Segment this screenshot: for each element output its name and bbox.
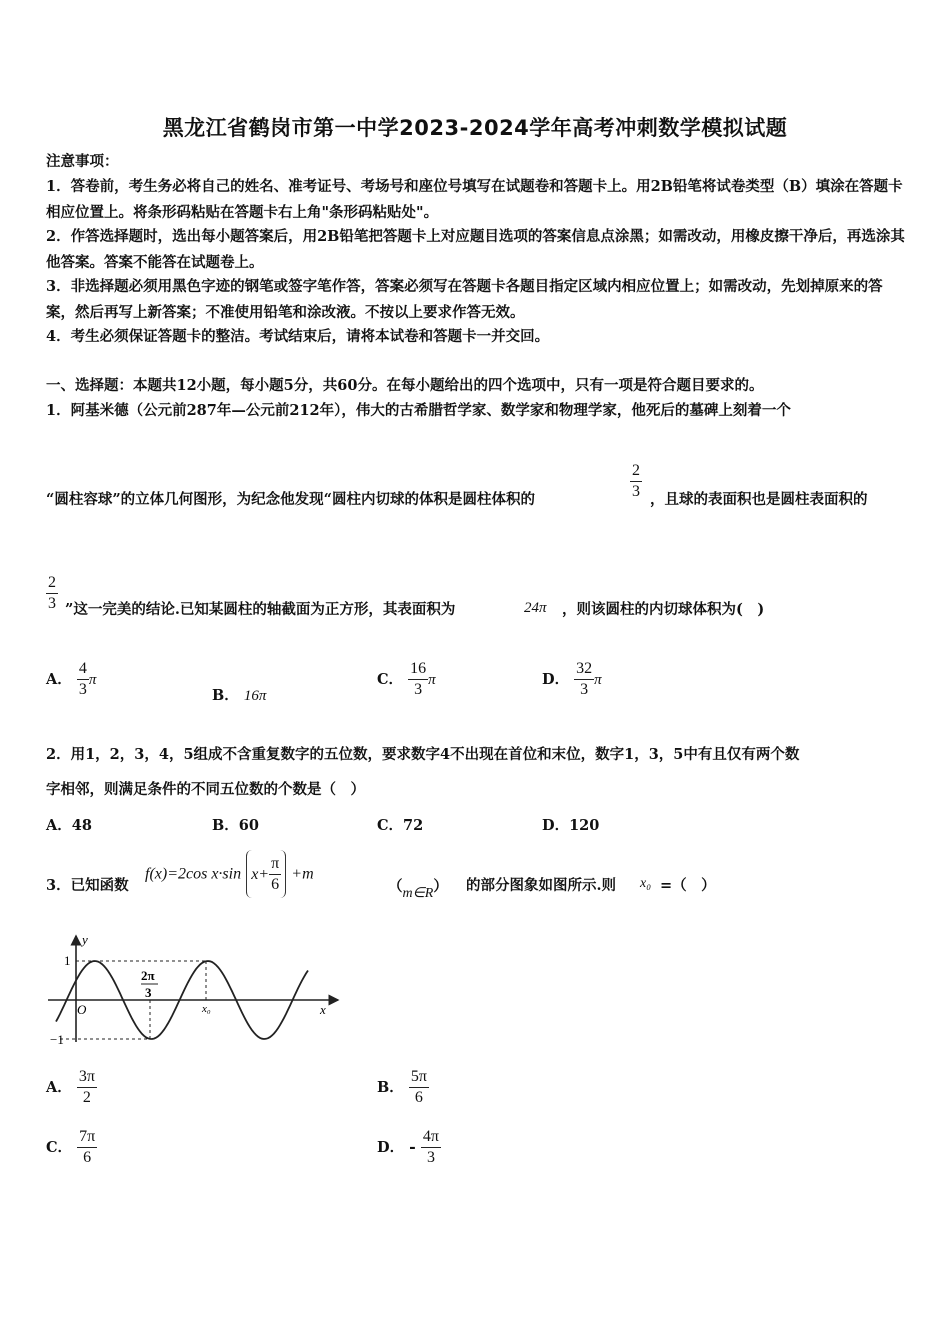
q3-sine-graph <box>46 930 346 1050</box>
notice-item-2: 2．作答选择题时，选出每小题答案后，用2B铅笔把答题卡上对应题目选项的答案信息点涂黑；如需改动，用橡皮擦干净后，再选涂其他答案。答案不能答在试题卷上。 <box>46 228 905 271</box>
q2-line1: 2．用1，2，3，4，5组成不含重复数字的五位数，要求数字4不出现在首位和末位，数字1，3，5中有且仅有两个数 <box>46 746 800 763</box>
q1-area: 24π <box>524 600 547 616</box>
tick-neg-one: −1 <box>50 1032 64 1047</box>
notice-heading: 注意事项： <box>46 153 119 170</box>
q3-condition: （m∈R） <box>388 878 448 901</box>
q1-fraction-two-thirds: $\frac{2}{3}$ <box>632 462 640 500</box>
section-heading: 一、选择题：本题共12小题，每小题5分，共60分。在每小题给出的四个选项中，只有一项是符合题目要求的。 <box>46 377 764 394</box>
tick-2pi-den: 3 <box>145 985 152 1000</box>
q3-option-d[interactable]: D． - $\frac{4\pi}{3}$ <box>377 1128 439 1166</box>
q1-fraction-two-thirds-2: $\frac{2}{3}$ <box>48 574 56 612</box>
q1-option-b[interactable]: B． 16π <box>212 687 267 704</box>
q2-option-a[interactable]: A．48 <box>46 817 92 834</box>
tick-2pi-num: 2π <box>141 968 155 983</box>
q1-line2b: ，且球的表面积也是圆柱表面积的 <box>650 491 868 508</box>
q1-option-d[interactable]: D． $\frac{32}{3}$ π <box>542 660 602 698</box>
origin-label: O <box>77 1002 87 1017</box>
q1-option-c[interactable]: C． $\frac{16}{3}$ π <box>377 660 436 698</box>
q1-line3b: ，则该圆柱的内切球体积为( ) <box>562 601 765 618</box>
q3-option-c[interactable]: C． $\frac{7\pi}{6}$ <box>46 1128 96 1166</box>
q3-option-a[interactable]: A． $\frac{3\pi}{2}$ <box>46 1068 95 1106</box>
q3-x0: x₀ <box>640 876 652 891</box>
q1-line1: 1．阿基米德（公元前287年—公元前212年），伟大的古希腊哲学家、数学家和物理学家，他死后的墓碑上刻着一个 <box>46 402 791 419</box>
x0-tick-label: x₀ <box>202 1003 211 1015</box>
tick-one: 1 <box>64 953 71 968</box>
x-label: x <box>320 1002 326 1017</box>
page-title: 黑龙江省鹤岗市第一中学2023-2024学年高考冲刺数学模拟试题 <box>162 116 788 140</box>
q1-line3a: ”这一完美的结论.已知某圆柱的轴截面为正方形，其表面积为 <box>65 601 456 618</box>
notice-item-1: 1．答卷前，考生务必将自己的姓名、准考证号、考场号和座位号填写在试题卷和答题卡上。用2B铅笔将试卷类型（B）填涂在答题卡相应位置上。将条形码粘贴在答题卡右上角"条形码粘贴处"。 <box>46 178 903 221</box>
q3-eq: =（ ） <box>660 877 716 894</box>
q2-option-d[interactable]: D．120 <box>542 817 600 834</box>
q1-line2a: “圆柱容球”的立体几何图形，为纪念他发现“圆柱内切球的体积是圆柱体积的 <box>46 491 536 508</box>
q3-option-b[interactable]: B． $\frac{5\pi}{6}$ <box>377 1068 427 1106</box>
q3-suffix: 的部分图象如图所示.则 <box>466 877 617 894</box>
q2-option-b[interactable]: B．60 <box>212 817 259 834</box>
notice-item-4: 4．考生必须保证答题卡的整洁。考试结束后，请将本试卷和答题卡一并交回。 <box>46 328 550 345</box>
q3-function: f(x)=2cos x·sin x+ $\frac{\pi}{6}$ +m <box>145 850 314 898</box>
q2-option-c[interactable]: C．72 <box>377 817 424 834</box>
y-label: y <box>82 932 88 947</box>
q2-line2: 字相邻，则满足条件的不同五位数的个数是（ ） <box>46 781 365 798</box>
q3-prefix: 3．已知函数 <box>46 877 129 894</box>
notice-item-3: 3．非选择题必须用黑色字迹的钢笔或签字笔作答，答案必须写在答题卡各题目指定区域内相应位置上；如需改动，先划掉原来的答案，然后再写上新答案；不准使用铅笔和涂改液。不按以上要求作答无效。 <box>46 278 883 321</box>
q1-option-a[interactable]: A． $\frac{4}{3}$ π <box>46 660 97 698</box>
